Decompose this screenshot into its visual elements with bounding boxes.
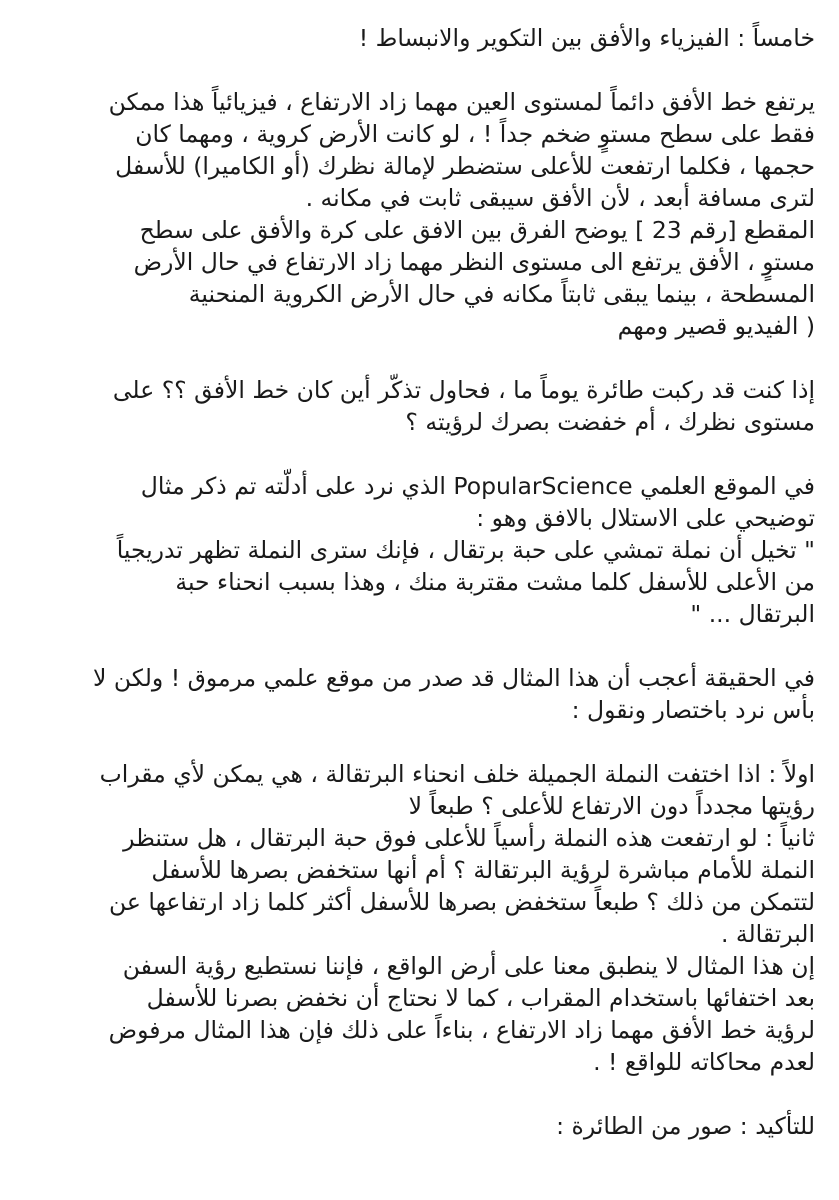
text-line: المقطع [رقم 23 ] يوضح الفرق بين الافق على كرة والأفق على سطح xyxy=(139,216,815,244)
text-line: لرؤية خط الأفق مهما زاد الارتفاع ، بناءاً على ذلك فإن هذا المثال مرفوض xyxy=(108,1016,815,1044)
paragraph-reply-intro xyxy=(24,662,815,726)
text-line: " تخيل أن نملة تمشي على حبة برتقال ، فإنك سترى النملة تظهر تدريجياً xyxy=(116,536,815,564)
text-line: اولاً : اذا اختفت النملة الجميلة خلف انحناء البرتقالة ، هي يمكن لأي مقراب xyxy=(99,760,815,788)
text-line: النملة للأمام مباشرة لرؤية البرتقالة ؟ أم أنها ستخفض بصرها للأسفل xyxy=(151,856,815,884)
text-line: في الحقيقة أعجب أن هذا المثال قد صدر من موقع علمي مرموق ! ولكن لا xyxy=(92,664,815,692)
paragraph-rebuttal xyxy=(24,758,815,1078)
site-name: PopularScience xyxy=(453,472,633,500)
text-line: لعدم محاكاته للواقع ! . xyxy=(593,1048,815,1076)
text-segment: الذي نرد على أدلّته تم ذكر مثال xyxy=(140,472,446,500)
footer-note: للتأكيد : صور من الطائرة : xyxy=(556,1112,815,1140)
text-line: إن هذا المثال لا ينطبق معنا على أرض الواقع ، فإننا نستطيع رؤية السفن xyxy=(122,952,815,980)
paragraph-horizon-physics xyxy=(24,86,815,342)
text-line: فقط على سطح مستوٍ ضخم جداً ! ، لو كانت الأرض كروية ، ومهما كان xyxy=(135,120,815,148)
section-heading: خامساً : الفيزياء والأفق بين التكوير والانبساط ! xyxy=(358,24,815,52)
text-line: ( الفيديو قصير ومهم xyxy=(617,312,815,340)
text-line: ثانياً : لو ارتفعت هذه النملة رأسياً للأعلى فوق حبة البرتقال ، هل ستنظر xyxy=(123,824,815,852)
text-line: من الأعلى للأسفل كلما مشت مقتربة منك ، وهذا بسبب انحناء حبة xyxy=(175,568,815,596)
text-line: البرتقالة . xyxy=(720,920,815,948)
text-line: يرتفع خط الأفق دائماً لمستوى العين مهما زاد الارتفاع ، فيزيائياً هذا ممكن xyxy=(108,88,815,116)
text-line: إذا كنت قد ركبت طائرة يوماً ما ، فحاول تذكّر أين كان خط الأفق ؟؟ على xyxy=(112,376,815,404)
text-line: مستوى نظرك ، أم خفضت بصرك لرؤيته ؟ xyxy=(405,408,815,436)
text-line: مستوٍ ، الأفق يرتفع الى مستوى النظر مهما زاد الارتفاع في حال الأرض xyxy=(133,248,815,276)
text-line: رؤيتها مجدداً دون الارتفاع للأعلى ؟ طبعاً لا xyxy=(408,792,815,820)
text-line: لتتمكن من ذلك ؟ طبعاً ستخفض بصرها للأسفل أكثر كلما زاد ارتفاعها عن xyxy=(109,888,815,916)
text-line: بعد اختفائها باستخدام المقراب ، كما لا نحتاج أن نخفض بصرنا للأسفل xyxy=(146,984,815,1012)
text-line: حجمها ، فكلما ارتفعت للأعلى ستضطر لإمالة نظرك (أو الكاميرا) للأسفل xyxy=(115,152,815,180)
text-line: بأس نرد باختصار ونقول : xyxy=(571,696,815,724)
text-line: المسطحة ، بينما يبقى ثابتاً مكانه في حال الأرض الكروية المنحنية xyxy=(188,280,815,308)
text-line: توضيحي على الاستلال بالافق وهو : xyxy=(476,504,815,532)
text-segment: في الموقع العلمي xyxy=(640,472,815,500)
text-line: البرتقال ... " xyxy=(690,600,815,628)
paragraph-airplane-question xyxy=(24,374,815,438)
text-line-with-site xyxy=(24,470,815,502)
text-line: لترى مسافة أبعد ، لأن الأفق سيبقى ثابت في مكانه . xyxy=(305,184,815,212)
paragraph-popularscience-example xyxy=(24,470,815,630)
